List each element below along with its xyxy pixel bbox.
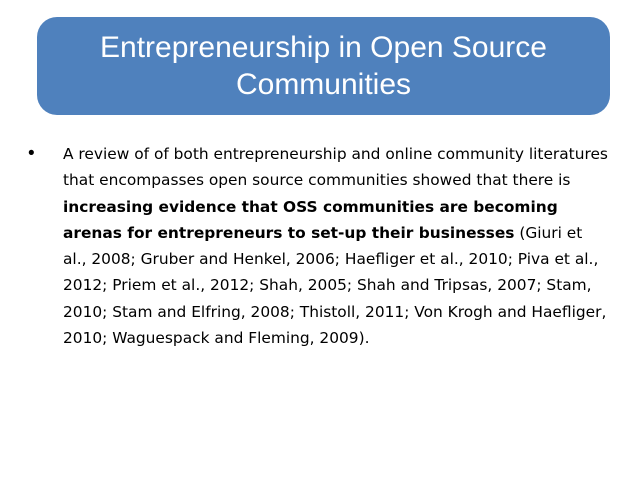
bullet-item <box>28 141 610 351</box>
bullet-text-citations: (Giuri et al., 2008; Gruber and Henkel, 2006; Haefliger et al., 2010; Piva et al., 2012; Priem et al., 2012; Shah, 2005; Shah and Tripsas, 2007; Stam, 2010; Stam and Elfring, 2008; Thistoll, 2011; Von Krogh and Haefliger, 2010; Waguespack and Fleming, 2009). <box>63 223 607 348</box>
slide-title-box <box>37 17 610 115</box>
slide-body <box>28 141 610 351</box>
bullet-text-intro: A review of of both entrepreneurship and online community literatures that encompasses open source communities showed that there is <box>63 145 608 190</box>
bullet-text-emphasis: increasing evidence that OSS communities are becoming arenas for entrepreneurs to set-up their businesses <box>63 197 558 242</box>
bullet-text <box>63 141 610 351</box>
bullet-marker-icon: • <box>28 143 35 164</box>
slide-title: Entrepreneurship in Open Source Communities <box>100 31 547 101</box>
